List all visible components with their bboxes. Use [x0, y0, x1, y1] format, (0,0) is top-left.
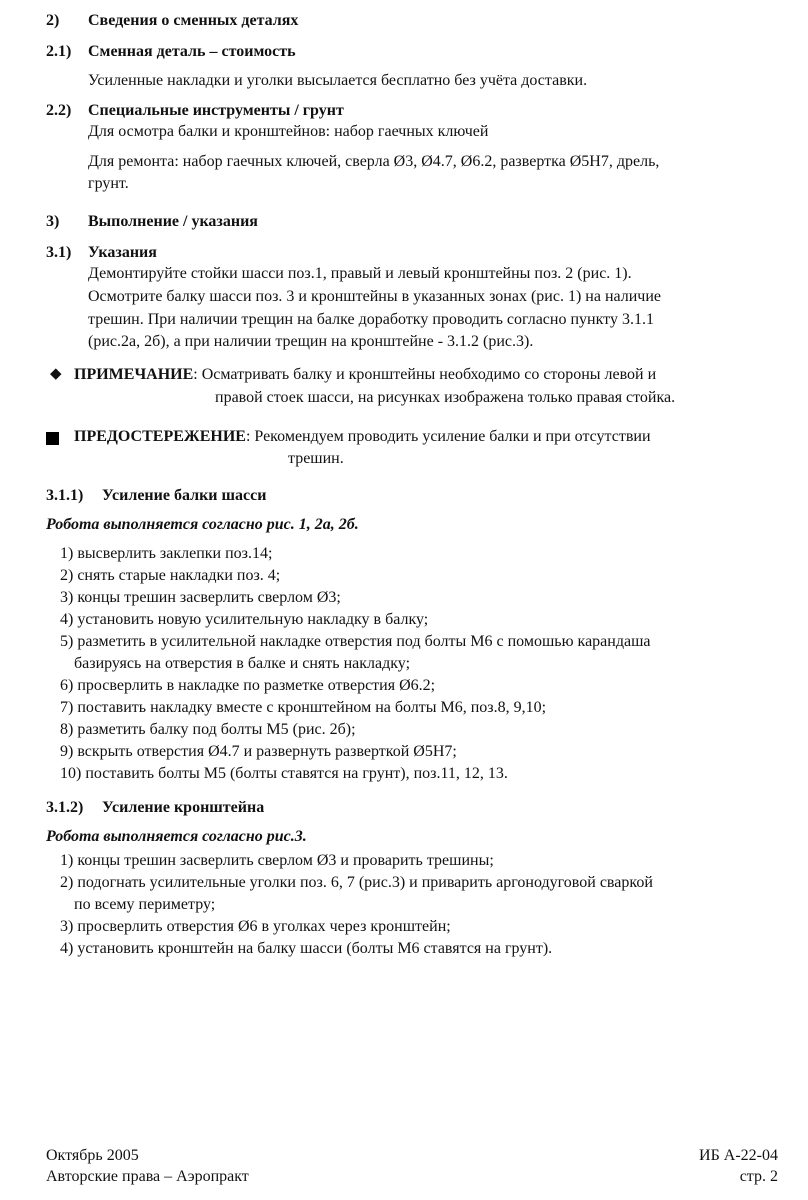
step: 4) установить новую усилительную накладку в балку; [60, 611, 429, 628]
section-2-1-title: Сменная деталь – стоимость [88, 43, 296, 60]
step: 7) поставить накладку вместе с кронштейном на болты М6, поз.8, 9,10; [60, 699, 547, 716]
section-3-1-line: (рис.2а, 2б), а при наличии трещин на кронштейне - 3.1.2 (рис.3). [88, 333, 534, 350]
footer-date: Октябрь 2005 [46, 1147, 139, 1164]
footer-doc-id: ИБ А-22-04 [699, 1147, 778, 1164]
step: 5) разметить в усилительной накладке отверстия под болты М6 с помошью карандаша [60, 633, 651, 650]
note-label: ПРИМЕЧАНИЕ [74, 366, 194, 383]
section-2-2-title: Специальные инструменты / грунт [88, 102, 344, 119]
step: 8) разметить балку под болты М5 (рис. 2б); [60, 721, 356, 738]
note-line2: правой стоек шасси, на рисунках изображена только правая стойка. [215, 389, 676, 406]
step: 2) снять старые накладки поз. 4; [60, 567, 281, 584]
section-2-1-text: Усиленные накладки и уголки высылается бесплатно без учёта доставки. [88, 72, 588, 89]
step: 6) просверлить в накладке по разметке отверстия Ø6.2; [60, 677, 436, 694]
step: 1) высверлить заклепки поз.14; [60, 545, 273, 562]
step: 2) подогнать усилительные уголки поз. 6, 7 (рис.3) и приварить аргонодуговой сваркой [60, 874, 653, 891]
square-icon [46, 432, 59, 445]
section-3-1-2-title: Усиление кронштейна [102, 799, 265, 816]
section-2-title: Сведения о сменных деталях [88, 12, 299, 29]
section-3-title: Выполнение / указания [88, 213, 258, 230]
section-2-2-line2a: Для ремонта: набор гаечных ключей, сверла Ø3, Ø4.7, Ø6.2, развертка Ø5H7, дрель, [88, 153, 660, 170]
step-continuation: базируясь на отверстия в балке и снять накладку; [74, 655, 411, 672]
warning-line2: трешин. [288, 450, 344, 467]
section-3-1-line: трешин. При наличии трещин на балке доработку проводить согласно пункту 3.1.1 [88, 311, 654, 328]
section-2-2-line1: Для осмотра балки и кронштейнов: набор гаечных ключей [88, 123, 489, 140]
warning-label: ПРЕДОСТЕРЕЖЕНИЕ [74, 428, 246, 445]
section-2-1-number: 2.1) [46, 43, 72, 60]
step: 9) вскрыть отверстия Ø4.7 и развернуть разверткой Ø5H7; [60, 743, 457, 760]
section-3-1-2-subtitle: Робота выполняется согласно рис.3. [46, 828, 307, 845]
section-2-2-number: 2.2) [46, 102, 72, 119]
step: 3) просверлить отверстия Ø6 в уголках через кронштейн; [60, 918, 451, 935]
section-3-1-number: 3.1) [46, 244, 72, 261]
warning-text: : Рекомендуем проводить усиление балки и при отсутствии [245, 428, 651, 445]
section-3-1-2-number: 3.1.2) [46, 799, 84, 816]
section-3-1-line: Осмотрите балку шасси поз. 3 и кронштейны в указанных зонах (рис. 1) на наличие [88, 288, 662, 305]
section-2-number: 2) [46, 12, 60, 29]
footer-page-number: стр. 2 [739, 1168, 778, 1185]
section-3-1-1-title: Усиление балки шасси [102, 487, 267, 504]
section-2-2-line2b: грунт. [88, 175, 129, 192]
section-3-1-title: Указания [88, 244, 157, 261]
section-3-1-1-number: 3.1.1) [46, 487, 84, 504]
section-3-1-line: Демонтируйте стойки шасси поз.1, правый и левый кронштейны поз. 2 (рис. 1). [88, 265, 632, 282]
note-line1 [74, 366, 656, 384]
section-3-1-1-subtitle: Робота выполняется согласно рис. 1, 2а, 2б. [46, 516, 359, 533]
step-continuation: по всему периметру; [74, 896, 216, 913]
section-3-number: 3) [46, 213, 60, 230]
diamond-icon: ◆ [50, 366, 62, 382]
step: 3) концы трешин засверлить сверлом Ø3; [60, 589, 341, 606]
warning-line1 [74, 428, 651, 446]
note-text: : Осматривать балку и кронштейны необходимо со стороны левой и [193, 366, 657, 383]
footer-copyright: Авторские права – Аэропракт [46, 1168, 249, 1185]
step: 4) установить кронштейн на балку шасси (болты М6 ставятся на грунт). [60, 940, 553, 957]
step: 1) концы трешин засверлить сверлом Ø3 и проварить трешины; [60, 852, 494, 869]
step: 10) поставить болты М5 (болты ставятся на грунт), поз.11, 12, 13. [60, 765, 508, 782]
